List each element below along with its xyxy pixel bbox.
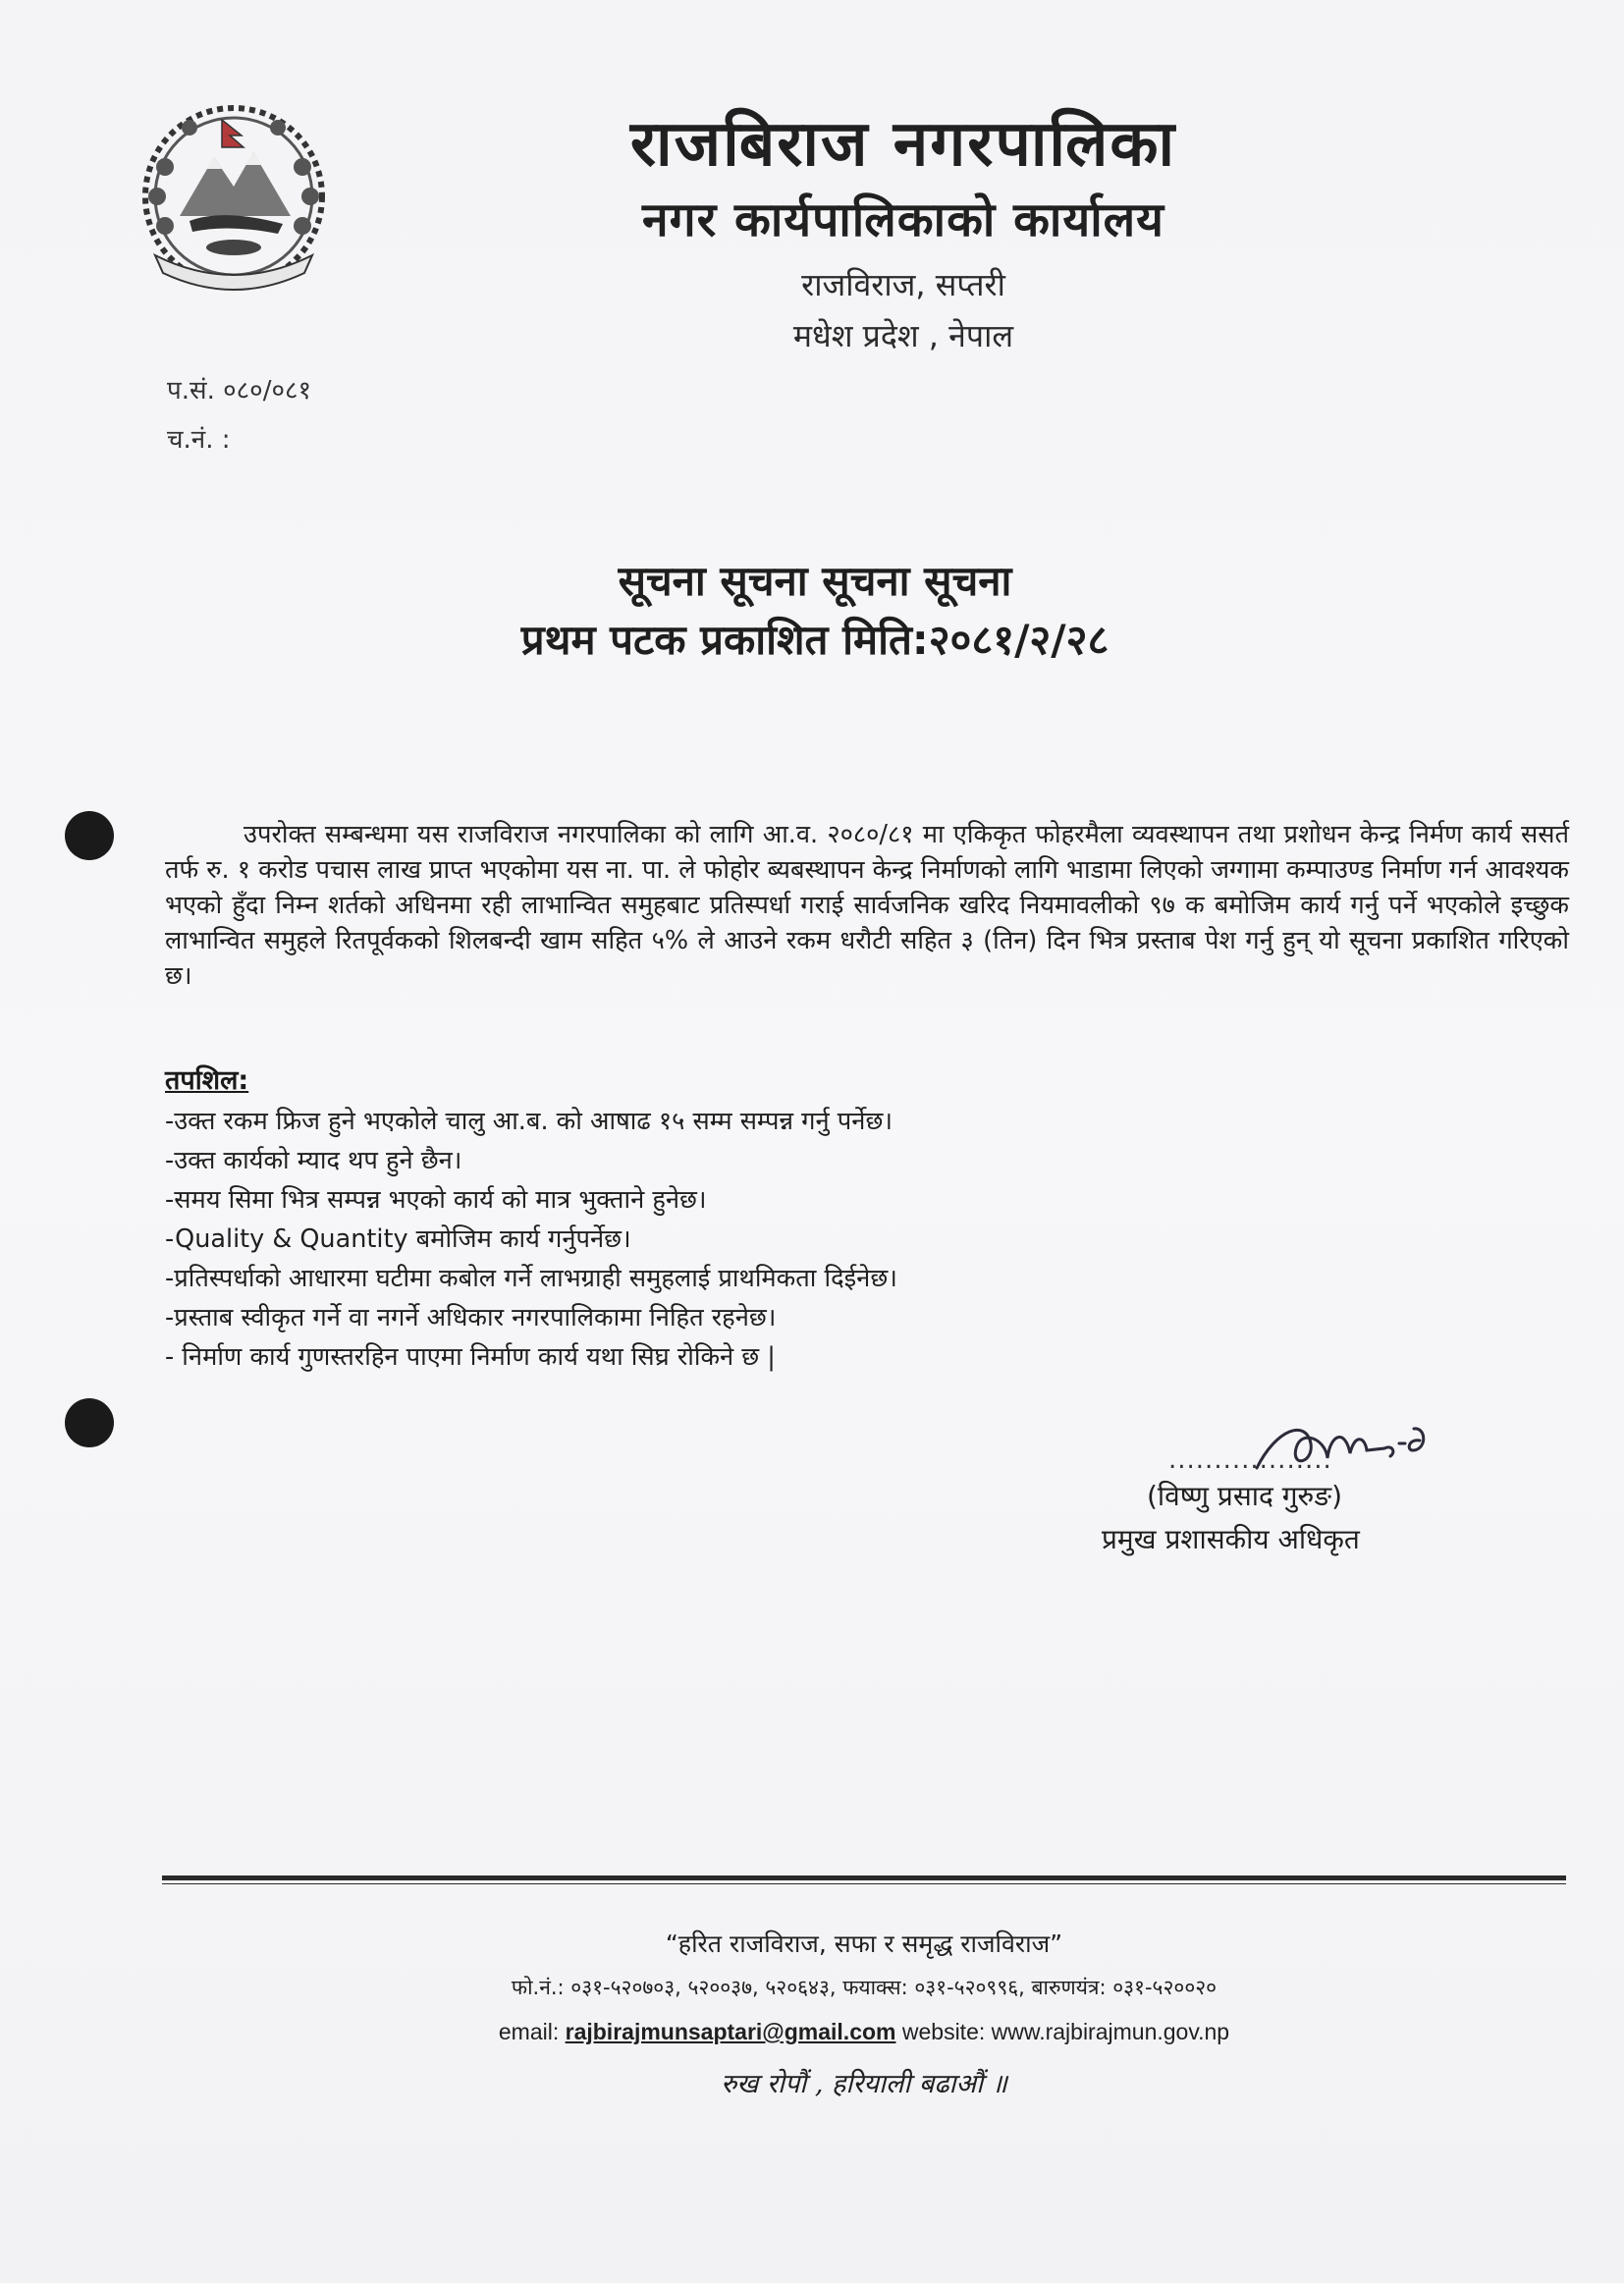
signatory-title: प्रमुख प्रशासकीय अधिकृत bbox=[1102, 1523, 1360, 1555]
list-item: - निर्माण कार्य गुणस्तरहिन पाएमा निर्माण कार्य यथा सिघ्र रोकिने छ | bbox=[165, 1342, 776, 1372]
list-item: -समय सिमा भित्र सम्पन्न भएको कार्य को मात्र भुक्ताने हुनेछ। bbox=[165, 1185, 707, 1215]
municipality-name: राजबिराज नगरपालिका bbox=[629, 108, 1177, 181]
email-label: email: bbox=[498, 2019, 560, 2044]
government-emblem-icon bbox=[135, 98, 332, 295]
footer-phones: फो.नं.: ०३१-५२०७०३, ५२००३७, ५२०६४३, फयाक्स: ०३१-५२०९९६, बारुणयंत्र: ०३१-५२००२० bbox=[511, 1976, 1218, 1999]
list-item: -उक्त रकम फ्रिज हुने भएकोले चालु आ.ब. को आषाढ १५ सम्म सम्पन्न गर्नु पर्नेछ। bbox=[165, 1107, 893, 1136]
email-link[interactable]: rajbirajmunsaptari@gmail.com bbox=[565, 2019, 896, 2044]
office-province: मधेश प्रदेश , नेपाल bbox=[792, 317, 1014, 354]
office-name: नगर कार्यपालिकाको कार्यालय bbox=[641, 192, 1165, 247]
published-date: प्रथम पटक प्रकाशित मिति:२०८१/२/२८ bbox=[520, 616, 1110, 664]
signatory-name: (विष्णु प्रसाद गुरुङ) bbox=[1147, 1480, 1343, 1512]
details-heading: तपशिल: bbox=[165, 1065, 249, 1096]
notice-heading: सूचना सूचना सूचना सूचना bbox=[618, 557, 1012, 605]
details-list bbox=[165, 1102, 897, 1377]
list-item: -प्रतिस्पर्धाको आधारमा घटीमा कबोल गर्ने लाभग्राही समुहलाई प्राथमिकता दिईनेछ। bbox=[165, 1264, 897, 1293]
list-item: -प्रस्ताब स्वीकृत गर्ने वा नगर्ने अधिकार नगरपालिकामा निहित रहनेछ। bbox=[165, 1303, 777, 1332]
website-link[interactable]: www.rajbirajmun.gov.np bbox=[991, 2019, 1230, 2044]
website-label: website: bbox=[901, 2019, 986, 2044]
footer-divider bbox=[162, 1875, 1566, 1884]
office-address: राजविराज, सप्तरी bbox=[801, 266, 1005, 303]
patra-sankhya: प.सं. ०८०/०८१ bbox=[167, 376, 312, 406]
footer-motto: रुख रोपौं , हरियाली बढाऔं ॥ bbox=[721, 2069, 1007, 2099]
punch-hole-top bbox=[65, 811, 114, 860]
footer-slogan: “हरित राजविराज, सफा र समृद्ध राजविराज” bbox=[665, 1930, 1063, 1958]
list-item: -उक्त कार्यको म्याद थप हुने छैन। bbox=[165, 1146, 462, 1175]
footer-contact bbox=[162, 2019, 1566, 2045]
signature-line: .................. bbox=[1168, 1445, 1332, 1475]
punch-hole-bottom bbox=[65, 1398, 114, 1447]
list-item: -Quality & Quantity बमोजिम कार्य गर्नुपर्नेछ। bbox=[165, 1224, 631, 1254]
chalani-number: च.नं. : bbox=[167, 425, 231, 455]
notice-body: उपरोक्त सम्बन्धमा यस राजविराज नगरपालिका को लागि आ.व. २०८०/८१ मा एकिकृत फोहरमैला व्यवस्थापन तथा प्रशोधन केन्द्र निर्मण कार्य ससर्त तर्फ रु. १ करोड पचास लाख प्राप्त भएकोमा यस ना. पा. ले फोहोर ब्यबस्थापन केन्द्र निर्माणको लागि भाडामा लिएको जग्गामा कम्पाउण्ड निर्माण गर्न आवश्यक भएको हुँदा निम्न शर्तको अधिनमा रही लाभान्वित समुहबाट प्रतिस्पर्धा गराई सार्वजनिक खरिद नियमावलीको ९७ क बमोजिम कार्य गर्नु पर्ने भएकोले इच्छुक लाभान्वित समुहले रितपूर्वकको शिलबन्दी खाम सहित ५% ले आउने रकम धरौटी सहित ३ (तिन) दिन भित्र प्रस्ताब पेश गर्नु हुन् यो सूचना प्रकाशित गरिएको छ। bbox=[165, 820, 1569, 991]
